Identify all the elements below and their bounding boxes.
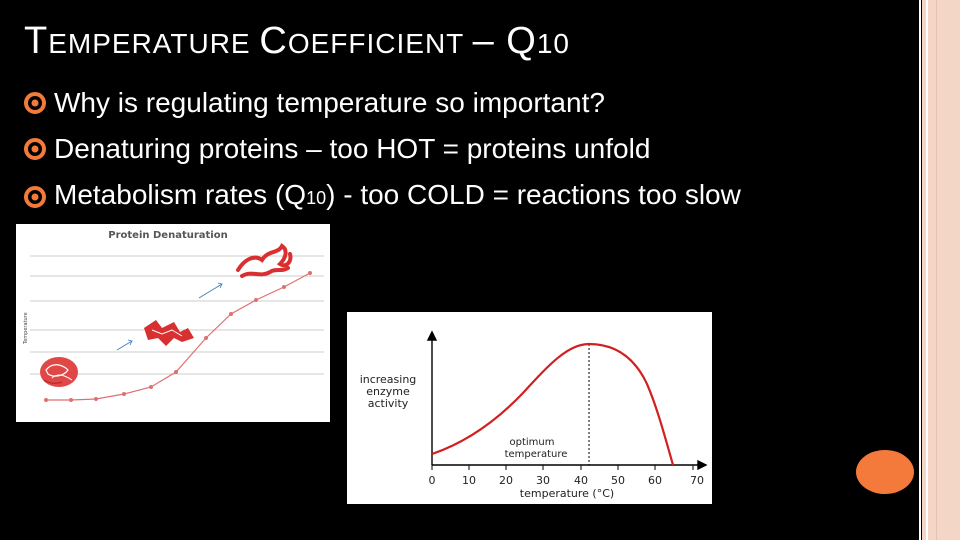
title-part: OEFFICIENT — [287, 28, 473, 59]
protein-denaturation-svg — [16, 224, 330, 422]
bullet-text-pre: Metabolism rates (Q — [54, 179, 307, 210]
folded-protein-icon — [40, 357, 78, 387]
tick-label: 60 — [648, 474, 662, 487]
ylabel-line: increasing — [359, 373, 417, 386]
slide-title — [24, 20, 570, 63]
tick-label: 20 — [499, 474, 513, 487]
tick-label: 50 — [611, 474, 625, 487]
tick-marks — [432, 465, 693, 470]
tick-labels — [429, 474, 705, 487]
bullet-item — [22, 80, 741, 126]
figure2-xlabel: temperature (°C) — [519, 487, 615, 500]
bullet-list — [22, 80, 741, 221]
circle-bullet-icon — [22, 184, 48, 210]
gridlines — [30, 256, 324, 374]
circle-bullet-icon — [22, 136, 48, 162]
tick-label: 0 — [428, 474, 436, 487]
border-line — [936, 0, 937, 540]
tick-label: 40 — [574, 474, 588, 487]
decorative-orange-circle — [856, 450, 914, 494]
right-decorative-border — [922, 0, 960, 540]
bullet-text: Denaturing proteins – too HOT = proteins unfold — [54, 133, 651, 164]
ylabel-line: activity — [367, 397, 409, 410]
annotation-line: temperature — [504, 449, 568, 460]
tick-label: 30 — [536, 474, 550, 487]
bullet-text: Why is regulating temperature so important? — [54, 87, 605, 118]
bullet-text — [54, 172, 741, 221]
ylabel-line: enzyme — [366, 385, 410, 398]
title-part: C — [259, 20, 288, 62]
bullet-text-post: ) - too COLD = reactions too slow — [326, 179, 741, 210]
enzyme-activity-svg — [347, 312, 712, 504]
title-part: Q — [506, 20, 537, 62]
title-part: – — [472, 20, 507, 62]
title-part: EMPERATURE — [48, 28, 260, 59]
tick-label: 70 — [690, 474, 704, 487]
protein-denaturation-figure — [16, 224, 330, 422]
unfolded-protein-icon — [238, 246, 290, 276]
enzyme-activity-figure — [347, 312, 712, 504]
bullet-text-sub: 10 — [306, 188, 327, 208]
optimum-annotation — [505, 437, 568, 460]
bullet-item — [22, 126, 741, 172]
title-part: T — [24, 20, 49, 62]
border-line — [926, 0, 928, 540]
tick-label: 10 — [462, 474, 476, 487]
figure1-title: Protein Denaturation — [108, 230, 228, 241]
bullet-item — [22, 172, 741, 221]
annotation-line: optimum — [509, 437, 555, 448]
title-part: 10 — [536, 28, 570, 59]
partly-unfolded-protein-icon — [144, 320, 194, 346]
figure1-ylabel: Temperature — [23, 312, 29, 344]
figure2-ylabel — [360, 373, 417, 410]
circle-bullet-icon — [22, 90, 48, 116]
